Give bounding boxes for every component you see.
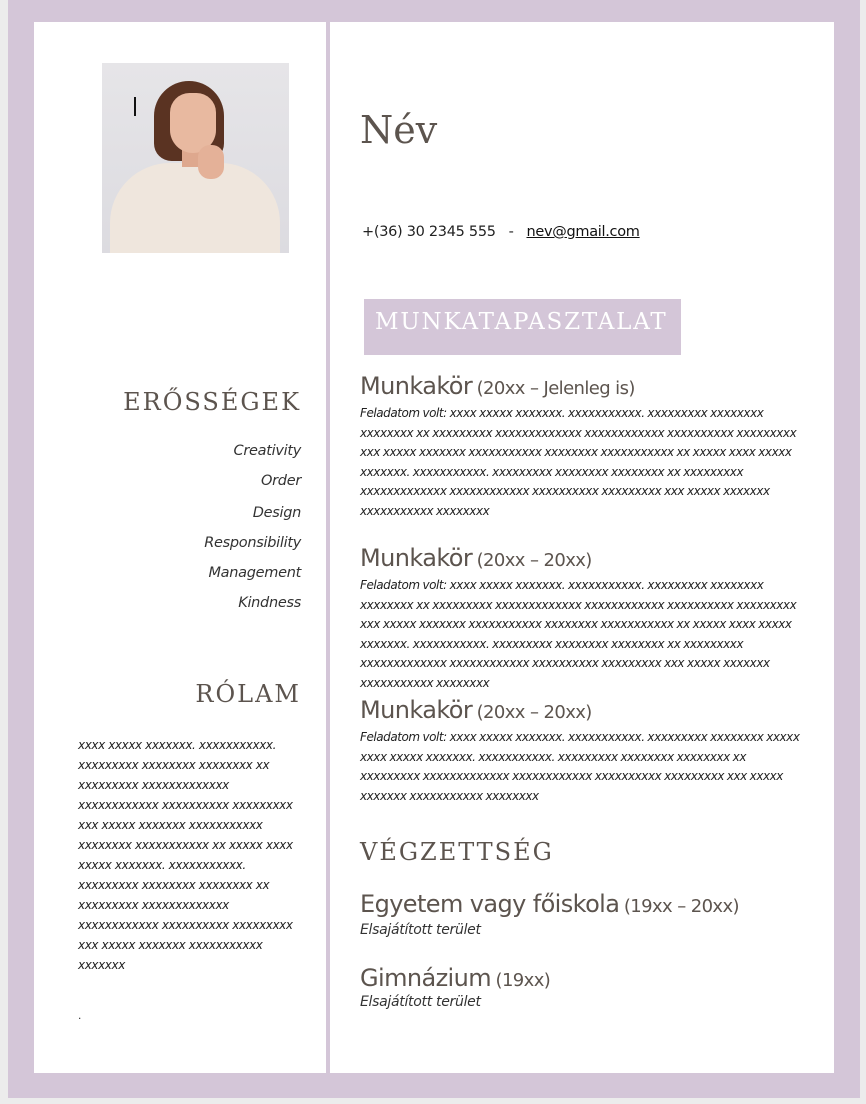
experience-heading-box [364, 299, 681, 355]
education-subtitle: Elsajátított terület [360, 922, 481, 938]
education-period: (19xx – 20xx) [623, 896, 739, 917]
strength-item: Kindness [238, 595, 301, 611]
education-title [360, 964, 550, 992]
job-text: xxxx xxxxx xxxxxxx. xxxxxxxxxxx. xxxxxxxxx xxxxxxxx xxxxxxxx xx xxxxxxxxx xxxxxxxxxxxxx xxxxxxxxxxxx xxxxxxxxxx xxxxxxxxx xxx xxxxx xxxxxxx xxxxxxxxxxx xxxxxxxx xxxxxxxxxxx xx xxxxx xxxx xxxxx xxxxxxx. xxxxxxxxxxx. xxxxxxxxx xxxxxxxx xxxxxxxx xx xxxxxxxxx xxxxxxxxxxxxx xxxxxxxxxxxx xxxxxxxxxx xxxxxxxxx xxx xxxxx xxxxxxx xxxxxxxxxxx xxxxxxxx [360, 578, 797, 690]
photo-body [110, 163, 280, 253]
job-lead: Feladatom volt: [360, 730, 447, 744]
education-school: Gimnázium [360, 964, 492, 992]
trailing-dot: . [78, 1008, 82, 1022]
education-heading: VÉGZETTSÉG [360, 838, 554, 866]
job-role: Munkakör [360, 544, 473, 572]
job-period: (20xx – 20xx) [476, 550, 592, 571]
experience-heading: MUNKATAPASZTALAT [375, 309, 668, 335]
column-divider [326, 22, 330, 1073]
job-description [360, 404, 800, 521]
strength-item: Management [208, 565, 301, 581]
phone-number: +(36) 30 2345 555 [362, 224, 496, 240]
contact-line [362, 224, 640, 240]
job-description [360, 576, 800, 693]
photo-face [170, 93, 216, 153]
strengths-heading: ERŐSSÉGEK [123, 388, 301, 416]
job-period: (20xx – Jelenleg is) [476, 378, 635, 399]
education-period: (19xx) [495, 970, 551, 991]
text-cursor [134, 97, 136, 116]
about-heading: RÓLAM [195, 680, 301, 708]
education-school: Egyetem vagy főiskola [360, 890, 620, 918]
person-name: Név [360, 108, 438, 152]
education-subtitle: Elsajátított terület [360, 994, 481, 1010]
job-title [360, 372, 635, 400]
job-title [360, 544, 592, 572]
email-link[interactable]: nev@gmail.com [526, 224, 640, 240]
job-lead: Feladatom volt: [360, 406, 447, 420]
contact-separator: - [508, 224, 514, 240]
job-role: Munkakör [360, 696, 473, 724]
job-description [360, 728, 800, 806]
strength-item: Design [252, 505, 301, 521]
strength-item: Order [261, 473, 301, 489]
photo-hand [198, 145, 224, 179]
strength-item: Responsibility [204, 535, 301, 551]
about-text: xxxx xxxxx xxxxxxx. xxxxxxxxxxx. xxxxxxxxx xxxxxxxx xxxxxxxx xx xxxxxxxxx xxxxxxxxxxxxx xxxxxxxxxxxx xxxxxxxxxx xxxxxxxxx xxx xxxxx xxxxxxx xxxxxxxxxxx xxxxxxxx xxxxxxxxxxx xx xxxxx xxxx xxxxx xxxxxxx. xxxxxxxxxxx. xxxxxxxxx xxxxxxxx xxxxxxxx xx xxxxxxxxx xxxxxxxxxxxxx xxxxxxxxxxxx xxxxxxxxxx xxxxxxxxx xxx xxxxx xxxxxxx xxxxxxxxxxx xxxxxxx [78, 738, 293, 972]
job-role: Munkakör [360, 372, 473, 400]
job-lead: Feladatom volt: [360, 578, 447, 592]
education-title [360, 890, 739, 918]
job-period: (20xx – 20xx) [476, 702, 592, 723]
job-title [360, 696, 592, 724]
profile-photo[interactable] [102, 63, 289, 253]
job-text: xxxx xxxxx xxxxxxx. xxxxxxxxxxx. xxxxxxxxx xxxxxxxx xxxxx xxxx xxxxx xxxxxxx. xxxxxxxxxxx. xxxxxxxxx xxxxxxxx xxxxxxxx xx xxxxxxxxx xxxxxxxxxxxxx xxxxxxxxxxxx xxxxxxxxxx xxxxxxxxx xxx xxxxx xxxxxxx xxxxxxxxxxx xxxxxxxx [360, 730, 800, 803]
strength-item: Creativity [233, 443, 301, 459]
job-text: xxxx xxxxx xxxxxxx. xxxxxxxxxxx. xxxxxxxxx xxxxxxxx xxxxxxxx xx xxxxxxxxx xxxxxxxxxxxxx xxxxxxxxxxxx xxxxxxxxxx xxxxxxxxx xxx xxxxx xxxxxxx xxxxxxxxxxx xxxxxxxx xxxxxxxxxxx xx xxxxx xxxx xxxxx xxxxxxx. xxxxxxxxxxx. xxxxxxxxx xxxxxxxx xxxxxxxx xx xxxxxxxxx xxxxxxxxxxxxx xxxxxxxxxxxx xxxxxxxxxx xxxxxxxxx xxx xxxxx xxxxxxx xxxxxxxxxxx xxxxxxxx [360, 406, 797, 518]
